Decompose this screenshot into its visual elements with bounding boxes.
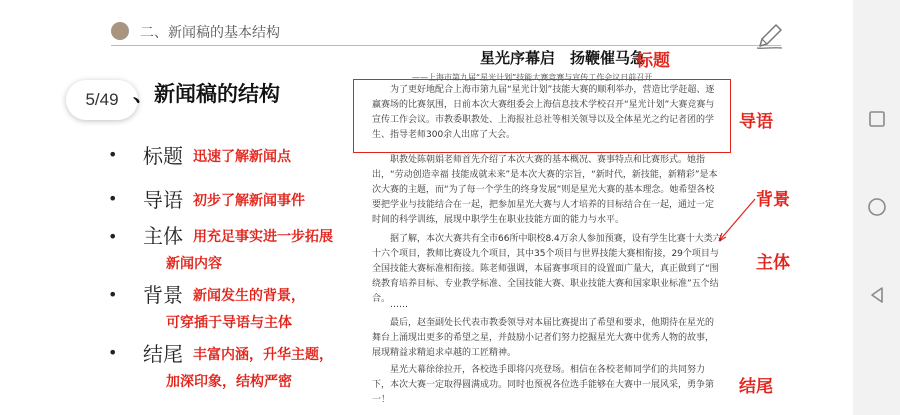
label-lead: 导语 xyxy=(739,112,773,132)
page-indicator[interactable]: 5/49 xyxy=(66,80,138,120)
note-body: 用充足事实进一步拓展 xyxy=(193,229,333,245)
label-body: 主体 xyxy=(756,253,790,273)
bullet: • xyxy=(108,189,118,208)
term-background: 背景 xyxy=(143,283,183,307)
note-lead: 初步了解新闻事件 xyxy=(193,193,305,209)
article-lead: 为了更好地配合上海市第九届“星光计划”技能大赛的顺利举办，营造比学赶超、逐赢赛场的比赛氛围，日前本次大赛组委会上海信息技术学校召开“星光计划”大赛竞赛与宣传工作会议。市教委职教处、上海报社总社等相关领导以及全体星光之约记者团的学生、指导老师300余人出席了大会。 xyxy=(372,85,715,140)
article-para-3: 最后，赵奎副处长代表市教委领导对本届比赛提出了希望和要求，他期待在星光的舞台上涌现出更多的希望之星，并鼓励小记者们努力挖掘星光大赛中优秀人物的故事，展现精益求精追求卓越的工匠精神。 xyxy=(372,318,715,358)
note-body-2: 新闻内容 xyxy=(166,256,222,272)
circle-icon[interactable] xyxy=(867,197,887,217)
square-icon[interactable] xyxy=(867,109,887,129)
bullet: • xyxy=(108,285,118,304)
term-body: 主体 xyxy=(143,224,183,248)
bullet: • xyxy=(108,343,118,362)
bullet: • xyxy=(108,227,118,246)
note-background-2: 可穿插于导语与主体 xyxy=(166,315,292,331)
term-lead: 导语 xyxy=(143,188,183,212)
note-background: 新闻发生的背景， xyxy=(193,288,305,304)
article-para-2: 据了解，本次大赛共有全市66所中职校8.4万余人参加预赛，设有学生比赛十大类六十六个项目，教师比赛设九个项目，其中35个项目与世界技能大赛相衔接，29个项目与全国技能大赛标准相衔接。陈老师强调，本届赛事项目的设置面广量大，真正做到了“围绕教育培养目标、专业教学标准、全国技能大赛、职业技能大赛和国家职业标准”五个结合。 xyxy=(372,234,722,304)
note-ending: 丰富内涵，升华主题， xyxy=(193,347,333,363)
section-title: 、新闻稿的结构 xyxy=(133,82,280,106)
label-title: 标题 xyxy=(636,51,670,71)
article-subtitle: ——上海市第九届“星光计划”技能大赛竞赛与宣传工作会议日前召开 xyxy=(412,73,653,82)
back-icon[interactable] xyxy=(867,285,887,305)
label-ending: 结尾 xyxy=(739,377,773,397)
pen-icon[interactable] xyxy=(754,22,784,50)
article-title: 星光序幕启 扬鞭催马急 xyxy=(480,49,646,67)
header-dot xyxy=(111,22,129,40)
note-ending-2: 加深印象，结构严密 xyxy=(166,374,292,390)
article-ellipsis: …… xyxy=(390,300,408,310)
term-title: 标题 xyxy=(143,144,183,168)
header-title: 二、新闻稿的基本结构 xyxy=(140,25,280,41)
header-divider xyxy=(111,45,781,46)
article-para-4: 星光大幕徐徐拉开，各校选手即将闪亮登场。相信在各校老师同学们的共同努力下，本次大赛一定取得圆满成功。同时也预祝各位选手能够在大赛中一展风采，勇争第一！ xyxy=(372,365,715,405)
bullet: • xyxy=(108,145,118,164)
article-para-1: 职教处陈朝娟老师首先介绍了本次大赛的基本概况、赛事特点和比赛形式。她指出，“劳动创造幸福 技能成就未来”是本次大赛的宗旨，“新时代，新技能，新精彩”是本次大赛的主题，而“为了每一个学生的终身发展”则是星光大赛的基本理念。她希望各校要把学业与技能结合在一起，把参加星光大赛与人才培养的目标结合在一起，通过一定时间的科学训练，展现中职学生在职业技能方面的能力与水平。 xyxy=(372,155,718,225)
note-title: 迅速了解新闻点 xyxy=(193,149,291,165)
system-navbar xyxy=(853,0,900,415)
term-ending: 结尾 xyxy=(143,342,183,366)
label-background: 背景 xyxy=(756,190,790,210)
